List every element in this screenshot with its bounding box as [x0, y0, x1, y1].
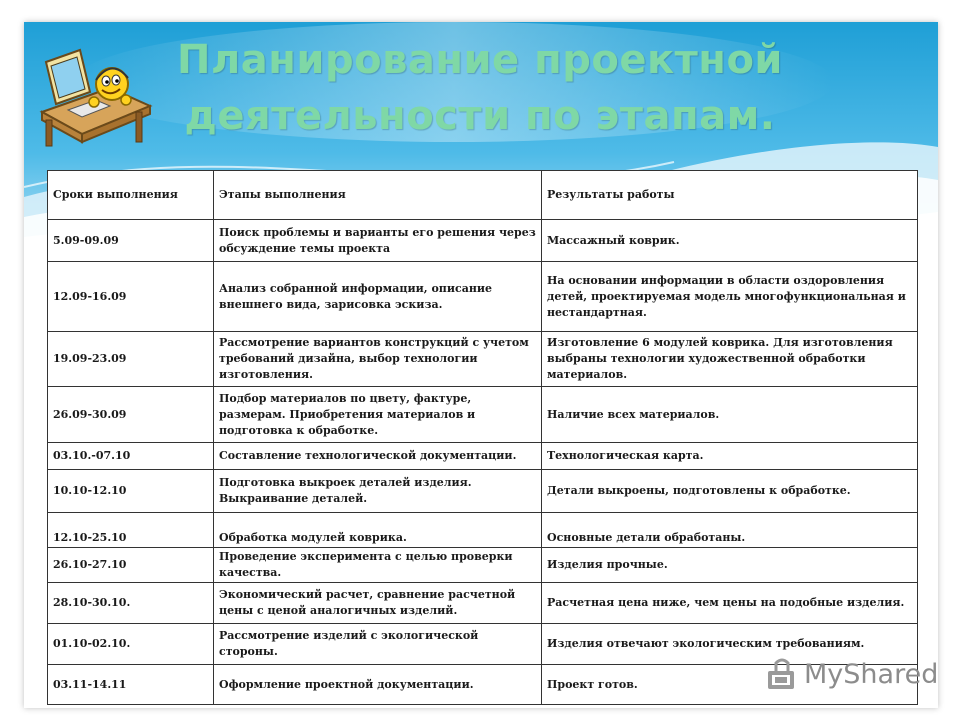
cell-stage: Экономический расчет, сравнение расчетной цены с ценой аналогичных изделий.	[214, 583, 542, 624]
cell-dates: 03.10.-07.10	[48, 443, 214, 470]
title-line-1: Планирование проектной	[177, 37, 783, 83]
cell-dates: 12.10-25.10	[48, 513, 214, 548]
cell-result: Технологическая карта.	[542, 443, 918, 470]
cell-stage: Рассмотрение изделий с экологической стороны.	[214, 624, 542, 665]
cell-stage: Анализ собранной информации, описание внешнего вида, зарисовка эскиза.	[214, 262, 542, 332]
slide-title	[150, 32, 810, 144]
project-plan-table	[47, 170, 918, 705]
cell-result: Изделия прочные.	[542, 548, 918, 583]
cell-stage: Оформление проектной документации.	[214, 665, 542, 705]
title-line-2: деятельности по этапам.	[184, 93, 776, 139]
cell-dates: 19.09-23.09	[48, 332, 214, 387]
cell-dates: 01.10-02.10.	[48, 624, 214, 665]
cell-stage: Поиск проблемы и варианты его решения через обсуждение темы проекта	[214, 220, 542, 262]
cell-result: Проект готов.	[542, 665, 918, 705]
table-row	[48, 548, 918, 583]
cell-result: Изготовление 6 модулей коврика. Для изготовления выбраны технологии художественной обработки материалов.	[542, 332, 918, 387]
table-row	[48, 513, 918, 548]
cell-dates: 28.10-30.10.	[48, 583, 214, 624]
cell-dates: 03.11-14.11	[48, 665, 214, 705]
cell-dates: 5.09-09.09	[48, 220, 214, 262]
cell-stage: Проведение эксперимента с целью проверки качества.	[214, 548, 542, 583]
cell-dates: 12.09-16.09	[48, 262, 214, 332]
cell-result: На основании информации в области оздоровления детей, проектируемая модель многофункциональная и нестандартная.	[542, 262, 918, 332]
cell-stage: Составление технологической документации.	[214, 443, 542, 470]
table-row	[48, 387, 918, 443]
cell-dates: 26.10-27.10	[48, 548, 214, 583]
myshared-watermark	[766, 654, 938, 694]
myshared-logo-icon	[766, 657, 798, 691]
cell-stage: Рассмотрение вариантов конструкций с учетом требований дизайна, выбор технологии изготовления.	[214, 332, 542, 387]
header-results: Результаты работы	[542, 171, 918, 220]
cell-stage: Обработка модулей коврика.	[214, 513, 542, 548]
cell-dates: 26.09-30.09	[48, 387, 214, 443]
header-stages: Этапы выполнения	[214, 171, 542, 220]
table-row	[48, 583, 918, 624]
cell-result: Расчетная цена ниже, чем цены на подобные изделия.	[542, 583, 918, 624]
watermark-text: MyShared	[804, 658, 939, 690]
table-row	[48, 443, 918, 470]
cell-dates: 10.10-12.10	[48, 470, 214, 513]
cell-result: Основные детали обработаны.	[542, 513, 918, 548]
cell-result: Изделия отвечают экологическим требованиям.	[542, 624, 918, 665]
cell-stage: Подбор материалов по цвету, фактуре, размерам. Приобретения материалов и подготовка к обработке.	[214, 387, 542, 443]
cell-result: Массажный коврик.	[542, 220, 918, 262]
cell-result: Наличие всех материалов.	[542, 387, 918, 443]
table-row	[48, 470, 918, 513]
cell-result: Детали выкроены, подготовлены к обработке.	[542, 470, 918, 513]
smiley-at-desk-icon	[38, 40, 154, 152]
table-header-row	[48, 171, 918, 220]
cell-stage: Подготовка выкроек деталей изделия. Выкраивание деталей.	[214, 470, 542, 513]
table-row	[48, 220, 918, 262]
table-row	[48, 262, 918, 332]
table-row	[48, 332, 918, 387]
header-dates: Сроки выполнения	[48, 171, 214, 220]
